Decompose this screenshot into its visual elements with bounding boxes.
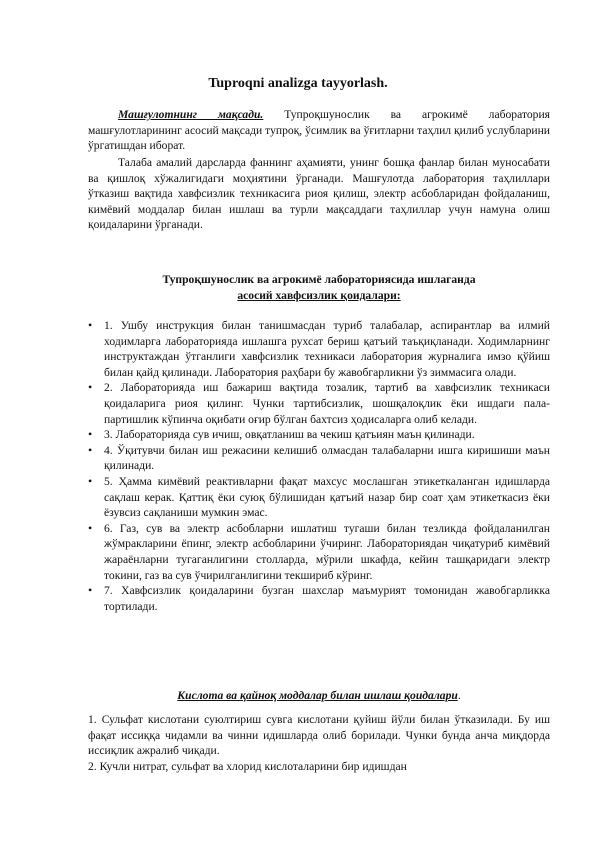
list-item: • 1. Ушбу инструкция билан танишмасдан туриб талабалар, аспирантлар ва илмий ходимларга лабораторияда ишлашга рухсат бериш қатъий таъқиқланади. Ходимларнинг инструктаждан ўтганлиги хавфсизлик техникаси лаборатория журналига имзо қўйиш билан қайд қилинади. Лаборатория раҳбари бу жавобгарликни ўз зиммасига олади. <box>88 318 550 380</box>
list-item: • 4. Ўқитувчи билан иш режасини келишиб олмасдан талабаларни ишга киришиши маън қилинади. <box>88 443 550 474</box>
safety-rules-list <box>88 318 550 614</box>
safety-heading-line1: Тупроқшунослик ва агрокимё лабораториясида ишлаганда <box>162 273 476 286</box>
list-item: • 3. Лабораторияда сув ичиш, овқатланиш ва чекиш қатъиян маън қилинади. <box>88 427 550 443</box>
list-item: • 2. Лабораторияда иш бажариш вақтида тозалик, тартиб ва хавфсизлик техникаси қоидаларига риоя қилинг. Чунки тартибсизлик, шошқалоқлик ёки ишдаги пала-партишлик кўпинча оқибати оғир бўлган бахтсиз ҳодисаларга олиб келади. <box>88 380 550 427</box>
list-item: • 7. Хавфсизлик қоидаларини бузган шахслар маъмурият томонидан жавобгарликка тортилади. <box>88 583 550 614</box>
acids-heading-suffix: . <box>457 689 461 702</box>
goal-paragraph <box>88 107 550 154</box>
intro-paragraph: Талаба амалий дарсларда фаннинг аҳамияти, унинг бошқа фанлар билан муносабати ва қишлоқ хўжалигидаги моҳиятини ўрганади. Машғулотда лаборатория таҳлиллари ўтказиш вақтида хавфсизлик техникасига риоя қилиш, электр асбобларидан фойдаланиш, кимёвий моддалар билан ишлаш ва турли мақсаддаги таҳлиллар учун намуна олиш қоидаларини ўрганади. <box>88 156 550 232</box>
goal-label: Машғулотнинг мақсади. <box>118 108 264 121</box>
acid-rule-1: 1. Сульфат кислотани суюлтириш сувга кислотани қуйиш йўли билан ўтказилади. Бу иш фақат иссиққа чидамли ва чинни идишларда олиб борилади. Чунки бунда анча миқдорда иссиқлик ажралиб чиқади. <box>88 713 550 758</box>
acids-heading <box>88 688 550 704</box>
list-item: • 5. Ҳамма кимёвий реактивларни фақат махсус мослашган этикеткаланган идишларда сақлаш керак. Қаттиқ ёки суюқ бўлишидан қатъий назар бир соат ҳам этикеткасиз ёки ёзувсиз сақланиши мумкин эмас. <box>88 474 550 521</box>
goal-text: Тупроқшунослик ва агрокимё лаборатория машғулотларининг асосий мақсади тупроқ, ўсимлик ва ўғитларни таҳлил қилиб услубларини ўргатишдан иборат. <box>88 108 550 153</box>
list-item: • 6. Газ, сув ва электр асбобларни ишлатиш тугаши билан тезликда фойдаланилган жўмракларини ёпинг, электр асбобларини ўчиринг. Лабораториядан чиқатуриб кимёвий жараёнларни тугаганлигини столларда, мўрили шкафда, кейин ташқаридаги электр токини, газ ва сув ўчирилганлигини текшириб кўринг. <box>88 521 550 583</box>
acids-heading-text: Кислота ва қайноқ моддалар билан ишлаш қоидалари <box>177 689 458 702</box>
page-title: Tuproqni analizga tayyorlash. <box>208 76 388 91</box>
safety-heading-line2: асосий хавфсизлик қоидалари: <box>237 288 401 302</box>
safety-heading <box>88 272 550 303</box>
acid-rule-2: 2. Кучли нитрат, сульфат ва хлорид кислоталарини бир идишдан <box>88 760 407 773</box>
